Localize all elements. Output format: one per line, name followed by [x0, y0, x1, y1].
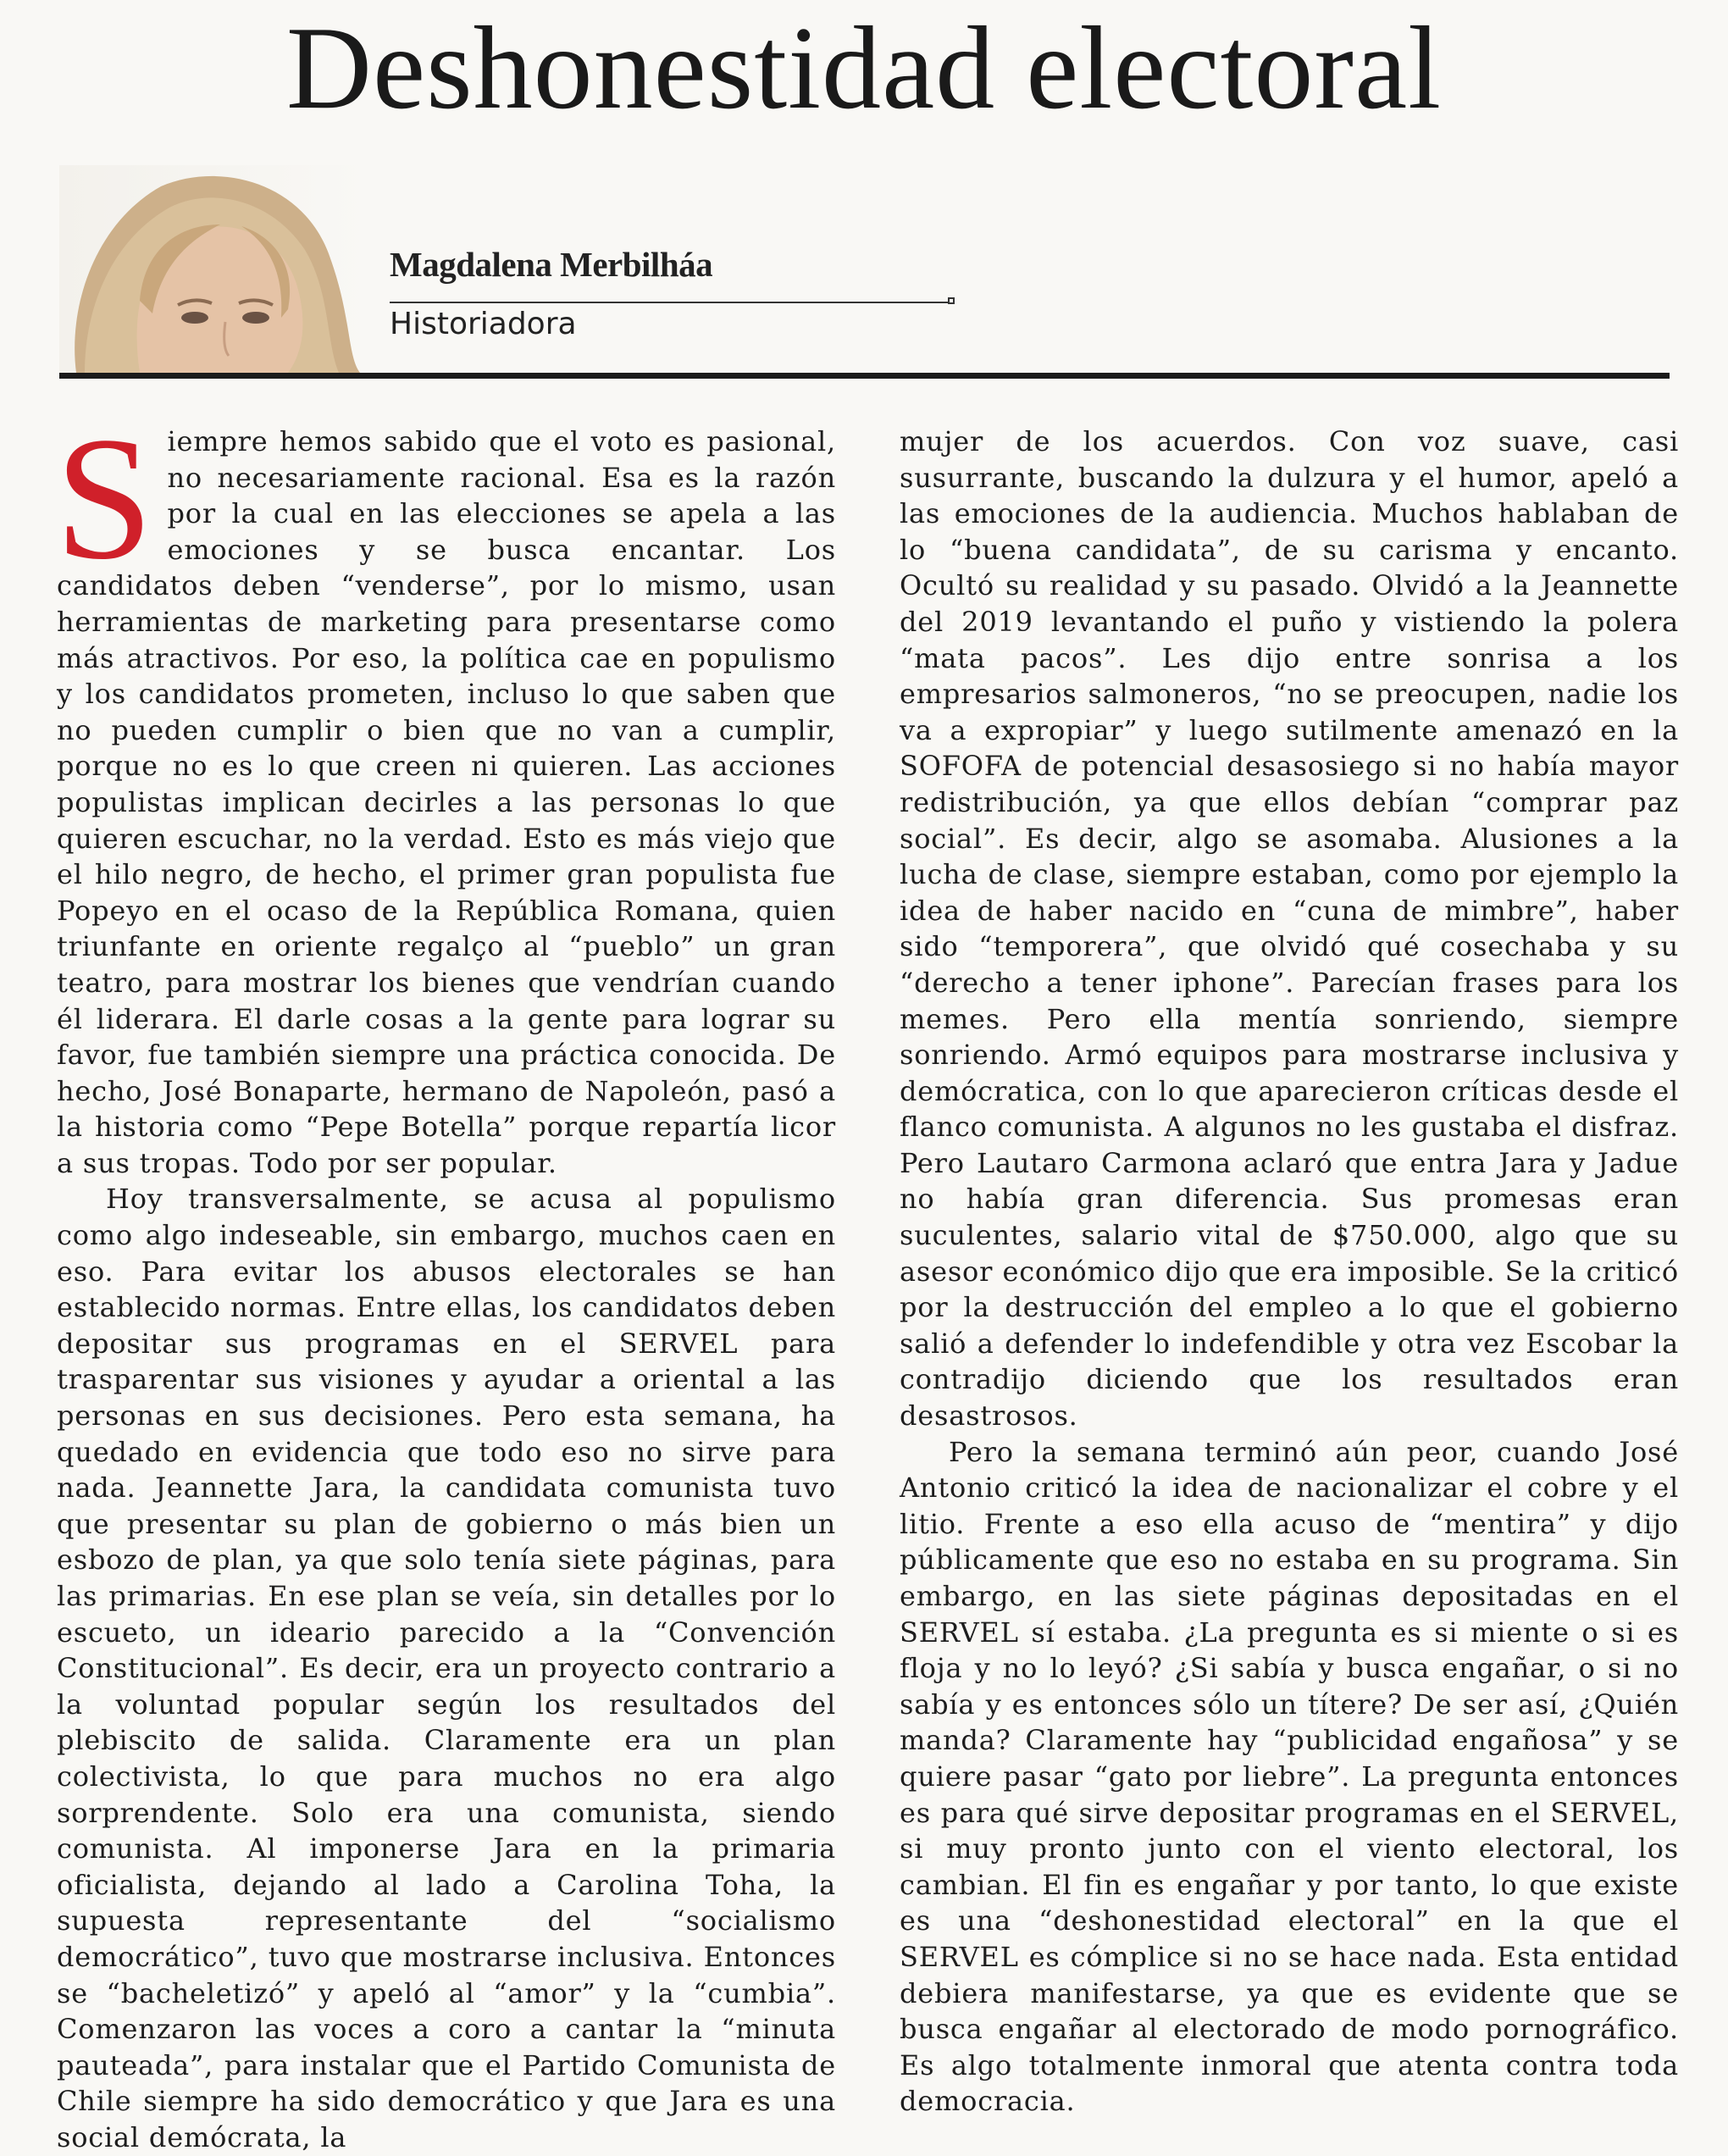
article-column-1 [55, 401, 836, 2156]
paragraph-1 [55, 401, 836, 1181]
paragraph-1-text: iempre hemos sabido que el voto es pasional, no necesariamente racional. Esa es la razón por la cual en las elecciones se apela a las emociones y se busca encantar. Los candidatos deben “venderse”, por lo mismo, usan herramientas de marketing para presentarse como más atractivos. Por eso, la política cae en populismo y los candidatos prometen, incluso lo que saben que no pueden cumplir o bien que no van a cumplir, porque no es lo que creen ni quieren. Las acciones populistas implican decirles a las personas lo que quieren escuchar, no la verdad. Esto es más viejo que el hilo negro, de hecho, el primer gran populista fue Popeyo en el ocaso de la República Romana, quien triunfante en oriente regalço al “pueblo” un gran teatro, para mostrar los bienes que vendrían cuando él liderara. El darle cosas a la gente para lograr su favor, fue también siempre una práctica conocida. De hecho, José Bonaparte, hermano de Napoleón, pasó a la historia como “Pepe Botella” porque repartía licor a sus tropas. Todo por ser popular. [57, 425, 836, 1179]
paragraph-2: Hoy transversalmente, se acusa al populismo como algo indeseable, sin embargo, muchos caen en eso. Para evitar los abusos electorales se han establecido normas. Entre ellas, los candidatos deben depositar sus programas en el SERVEL para trasparentar sus visiones y ayudar a oriental a las personas en sus decisiones. Pero esta semana, ha quedado en evidencia que todo eso no sirve para nada. Jeannette Jara, la candidata comunista tuvo que presentar su plan de gobierno o más bien un esbozo de plan, ya que solo tenía siete páginas, para las primarias. En ese plan se veía, sin detalles por lo escueto, un ideario parecido a la “Convención Constitucional”. Es decir, era un proyecto contrario a la voluntad popular según los resultados del plebiscito de salida. Claramente era un plan colectivista, lo que para muchos no era algo sorprendente. Solo era una comunista, siendo comunista. Al imponerse Jara en la primaria oficialista, dejando al lado a Carolina Toha, la supuesta representante del “socialismo democrático”, tuvo que mostrarse inclusiva. Entonces se “bacheletizó” y apeló al “amor” y la “cumbia”. Comenzaron las voces a coro a cantar la “minuta pauteada”, para instalar que el Partido Comunista de Chile siempre ha sido democrático y que Jara es una social demócrata, la [57, 1183, 836, 2153]
author-photo [59, 165, 368, 373]
paragraph-3: mujer de los acuerdos. Con voz suave, casi susurrante, buscando la dulzura y el humor, apeló a las emociones de la audiencia. Muchos hablaban de lo “buena candidata”, de su carisma y encanto. Ocultó su realidad y su pasado. Olvidó a la Jeannette del 2019 levantando el puño y vistiendo la polera “mata pacos”. Les dijo entre sonrisa a los empresarios salmoneros, “no se preocupen, nadie los va a expropiar” y luego sutilmente amenazó en la SOFOFA de potencial desasosiego si no había mayor redistribución, ya que ellos debían “comprar paz social”. Es decir, algo se asomaba. Alusiones a la lucha de clase, siempre estaban, como por ejemplo la idea de haber nacido en “cuna de mimbre”, haber sido “temporera”, que olvidó qué cosechaba y su “derecho a tener iphone”. Parecían frases para los memes. Pero ella mentía sonriendo, siempre sonriendo. Armó equipos para mostrarse inclusiva y demócratica, con lo que aparecieron críticas desde el flanco comunista. A algunos no les gustaba el disfraz. Pero Lautaro Carmona aclaró que entra Jara y Jadue no había gran diferencia. Sus promesas eran suculentes, salario vital de $750.000, algo que su asesor económico dijo que era imposible. Se la criticó por la destrucción del empleo a lo que el gobierno salió a defender lo indefendible y otra vez Escobar la contradijo diciendo que los resultados eran desastrosos. [900, 425, 1679, 1433]
article-title: Deshonestidad electoral [285, 3, 1443, 134]
paragraph-4: Pero la semana terminó aún peor, cuando José Antonio criticó la idea de nacionalizar el cobre y el litio. Frente a eso ella acuso de “mentira” y dijo públicamente que eso no estaba en su programa. Sin embargo, en las siete páginas depositadas en el SERVEL sí estaba. ¿La pregunta es si miente o si es floja y no lo leyó? ¿Si sabía y busca engañar, o si no sabía y es entonces sólo un títere? De ser así, ¿Quién manda? Claramente hay “publicidad engañosa” y se quiere pasar “gato por liebre”. La pregunta entonces es para qué sirve depositar programas en el SERVEL, si muy pronto junto con el viento electoral, los cambian. El fin es engañar y por tanto, lo que existe es una “deshonestidad electoral” en la que el SERVEL es cómplice si no se hace nada. Esta entidad debiera manifestarse, ya que es evidente que se busca engañar al electorado de modo pornográfico. Es algo totalmente inmoral que atenta contra toda democracia. [900, 1435, 1679, 2118]
article-column-2 [900, 424, 1679, 2120]
author-divider-end [948, 297, 955, 304]
author-divider [390, 302, 950, 303]
author-role: Historiadora [390, 307, 577, 341]
header-rule [59, 373, 1670, 379]
author-name: Magdalena Merbilháa [390, 245, 713, 284]
drop-cap: S [55, 401, 154, 596]
